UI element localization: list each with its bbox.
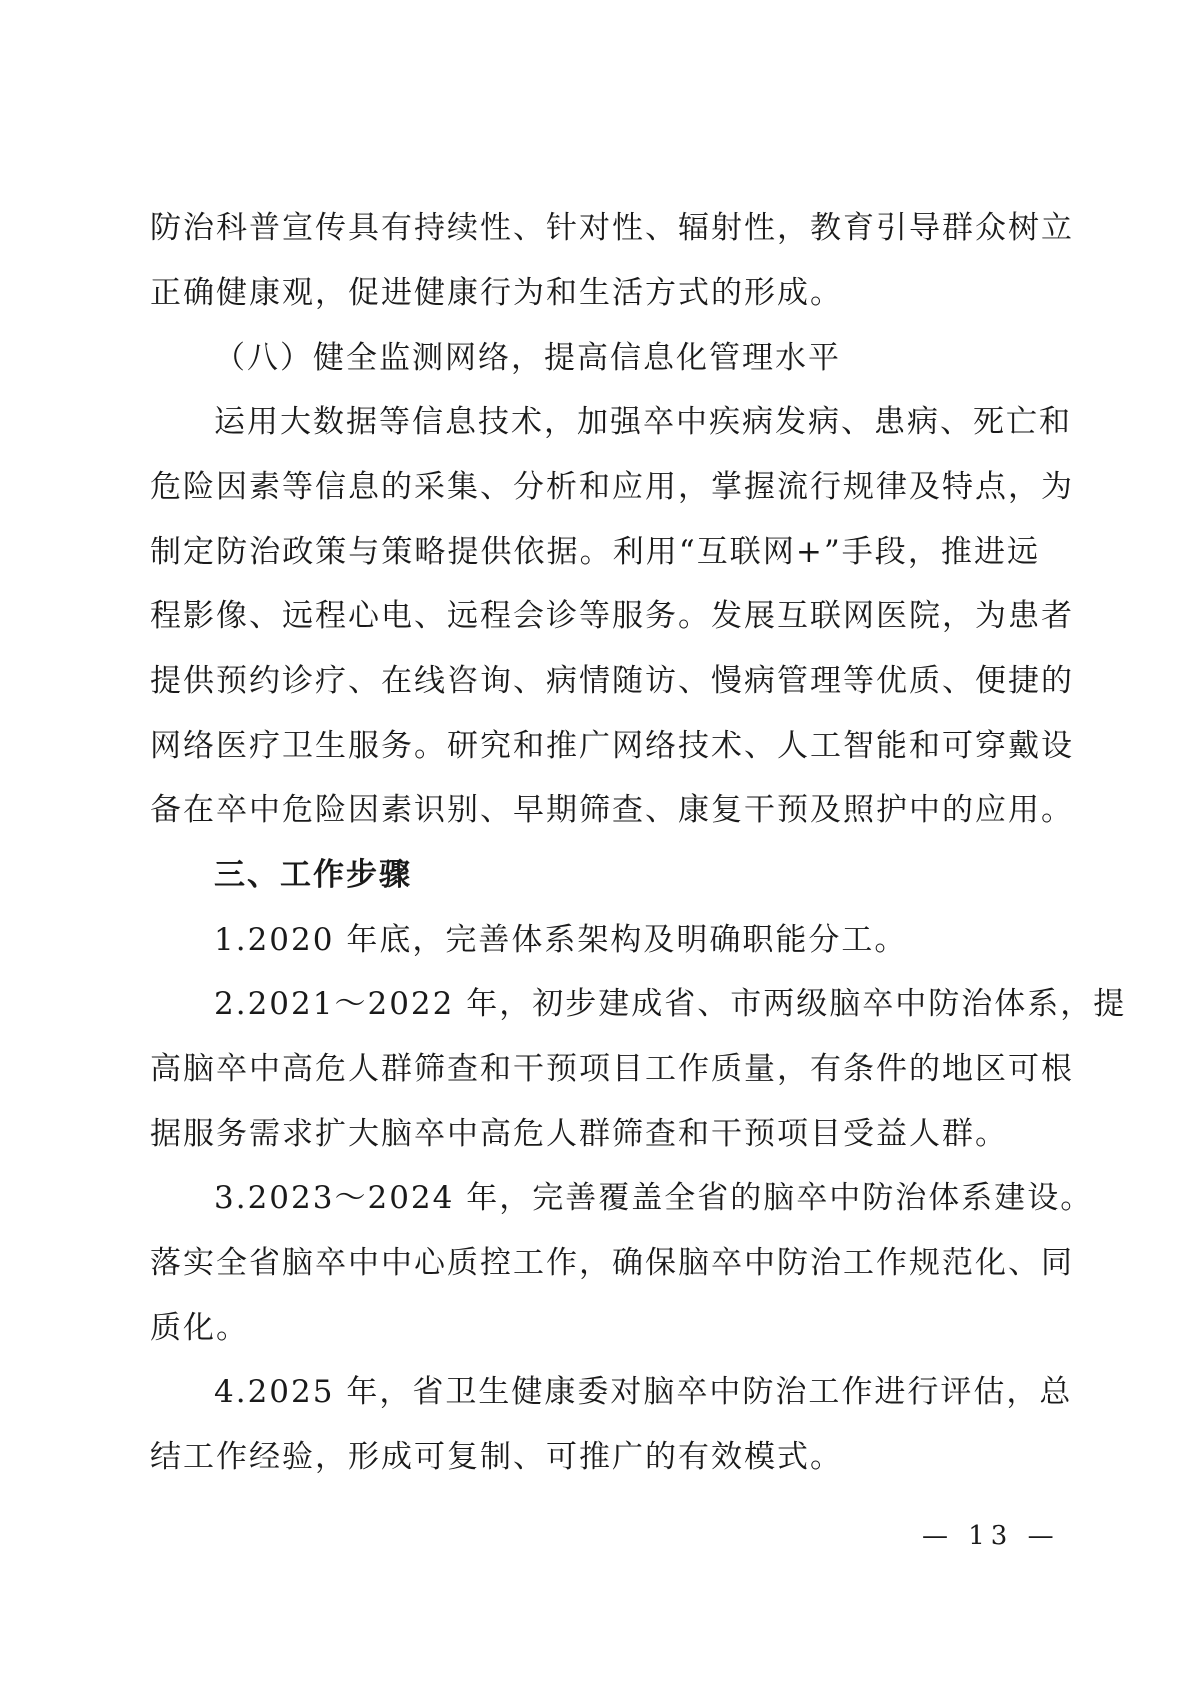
paragraph-line: 运用大数据等信息技术，加强卒中疾病发病、患病、死亡和 <box>214 404 1072 440</box>
paragraph-line: 程影像、远程心电、远程会诊等服务。发展互联网医院，为患者 <box>150 598 1074 634</box>
paragraph-line: 防治科普宣传具有持续性、针对性、辐射性，教育引导群众树立 <box>150 210 1074 246</box>
paragraph-line: 备在卒中危险因素识别、早期筛查、康复干预及照护中的应用。 <box>150 792 1074 828</box>
paragraph-line: 结工作经验，形成可复制、可推广的有效模式。 <box>150 1439 843 1475</box>
paragraph-line: 正确健康观，促进健康行为和生活方式的形成。 <box>150 275 843 311</box>
paragraph-line: 网络医疗卫生服务。研究和推广网络技术、人工智能和可穿戴设 <box>150 728 1074 764</box>
section-heading-8: （八）健全监测网络，提高信息化管理水平 <box>214 340 841 376</box>
paragraph-line: 据服务需求扩大脑卒中高危人群筛查和干预项目受益人群。 <box>150 1116 1008 1152</box>
paragraph-line: 质化。 <box>150 1310 249 1346</box>
paragraph-line: 提供预约诊疗、在线咨询、病情随访、慢病管理等优质、便捷的 <box>150 663 1074 699</box>
step-1-line: 1.2020 年底，完善体系架构及明确职能分工。 <box>214 922 908 958</box>
paragraph-line: 制定防治政策与策略提供依据。利用“互联网+”手段，推进远 <box>150 534 1040 570</box>
section-heading-3: 三、工作步骤 <box>214 857 412 893</box>
paragraph-line: 危险因素等信息的采集、分析和应用，掌握流行规律及特点，为 <box>150 469 1074 505</box>
paragraph-line: 落实全省脑卒中中心质控工作，确保脑卒中防治工作规范化、同 <box>150 1245 1074 1281</box>
paragraph-line: 高脑卒中高危人群筛查和干预项目工作质量，有条件的地区可根 <box>150 1051 1074 1087</box>
page-number: — 13 — <box>922 1521 1060 1551</box>
step-3-line: 3.2023～2024 年，完善覆盖全省的脑卒中防治体系建设。 <box>214 1180 1094 1216</box>
step-2-line: 2.2021～2022 年，初步建成省、市两级脑卒中防治体系，提 <box>214 986 1127 1022</box>
step-4-line: 4.2025 年，省卫生健康委对脑卒中防治工作进行评估，总 <box>214 1374 1073 1410</box>
